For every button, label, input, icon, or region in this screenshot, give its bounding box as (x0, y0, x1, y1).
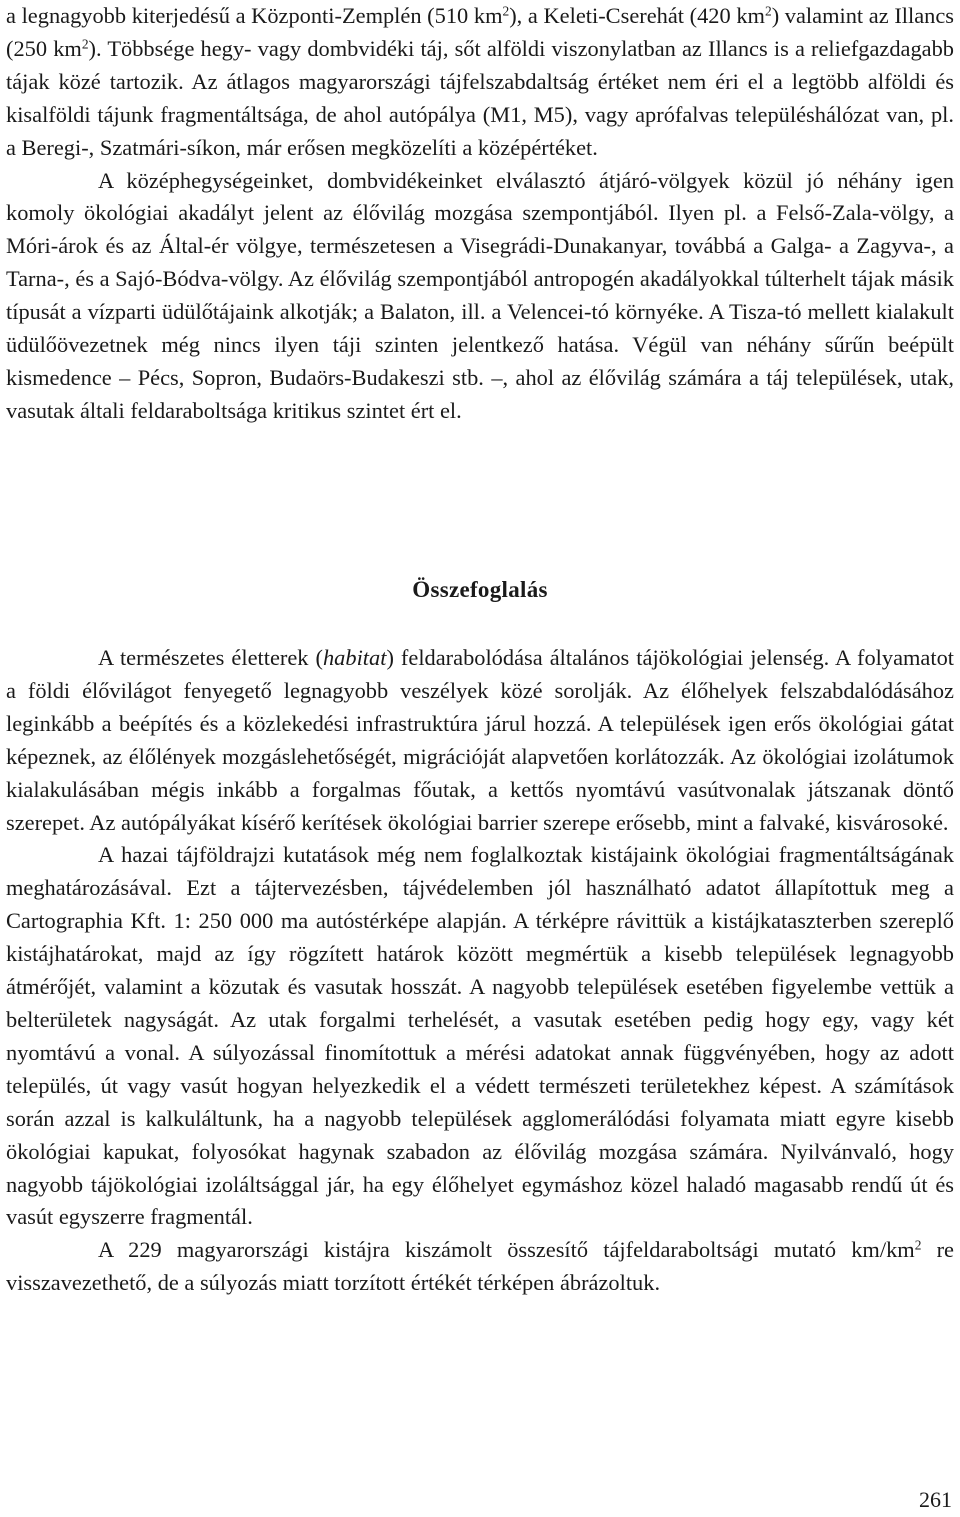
text-run: A természetes életterek ( (98, 645, 323, 670)
intro-text-block (6, 0, 954, 428)
italic-term: habitat (322, 645, 387, 670)
paragraph-continued (6, 0, 954, 165)
page-number: 261 (919, 1487, 952, 1512)
text-run: ) feldarabolódása általános tájökológiai jelenség. A folyamatot a földi élővilágot fenyegető legnagyobb veszélyek közé sorolják. Az élőhelyek felszabdalódásához leginkább a beépítés és a közlekedési infrastruktúra járul hozzá. A települések igen erős ökológiai gátat képeznek, az élőlények mozgáslehetőségét, migrációját alapvetően korlátozzák. Az ökológiai izolátumok kialakulásában mégis inkább a forgalmas főutak, a kettős nyomtávú vasútvonalak játszanak döntő szerepet. Az autópályákat kísérő kerítések ökológiai barrier szerepe erősebb, mint a falvaké, kisvárosoké. (6, 645, 954, 835)
summary-paragraph-2: A hazai tájföldrajzi kutatások még nem foglalkoztak kistájaink ökológiai fragmentáltságának meghatározásával. Ezt a tájtervezésben, tájvédelemben jól használható adatot állapítottuk meg a Cartographia Kft. 1: 250 000 ma autóstérképe alapján. A térképre rávittük a kistájkataszterben szereplő kistájhatárokat, majd az így rögzített határok között megmértük a kisebb települések legnagyobb átmérőjét, valamint a közutak és vasutak hosszát. A nagyobb települések esetében figyelembe vettük a belterületek nagyságát. Az utak forgalmi terhelését, a vasutak esetében pedig hogy egy, vagy két nyomtávú a vonal. A súlyozással finomítottuk a mérési adatokat annak függvényében, hogy az adott település, út vagy vasút hogyan helyezkedik el a védett természeti területekhez képest. A számítások során azzal is kalkuláltunk, ha a nagyobb települések agglomerálódási folyamata miatt egyre kisebb ökológiai kapukat, folyosókat hagynak szabadon az élővilág mozgása számára. Nyilvánvaló, hogy nagyobb tájökológiai izoláltsággal jár, ha egy élőhelyet egymáshoz közel haladó magasabb rendű út és vasút egyszerre fragmentál. (6, 842, 954, 1230)
superscript: 2 (502, 3, 510, 19)
text-run: A 229 magyarországi kistájra kiszámolt összesítő tájfeldaraboltsági mutató km/km (98, 1237, 915, 1263)
summary-section (6, 642, 954, 1300)
summary-paragraph-3 (6, 1234, 954, 1300)
page-body (6, 0, 954, 1296)
text-run: a legnagyobb kiterjedésű a Központi-Zemplén (510 km (6, 3, 503, 28)
text-run: re visszavezethető, de a súlyozás miatt torzított értékét térképen ábrázoltuk. (6, 1237, 954, 1296)
paragraph-valleys: A középhegységeinket, dombvidékeinket elválasztó átjáró-völgyek közül jó néhány igen komoly ökológiai akadályt jelent az élővilág mozgása szempontjából. Ilyen pl. a Felső-Zala-völgy, a Móri-árok és az Által-ér völgye, természetesen a Visegrádi-Dunakanyar, továbbá a Galga- a Zagyva-, a Tarna-, és a Sajó-Bódva-völgy. Az élővilág szempontjából antropogén akadályokkal túlterhelt tájak másik típusát a vízparti üdülőtájaink alkotják; a Balaton, ill. a Velencei-tó környéke. A Tisza-tó mellett kialakult üdülőövezetnek még nincs ilyen táji szinten jelentkező hatása. Végül van néhány sűrűn beépült kismedence – Pécs, Sopron, Budaörs-Budakeszi stb. –, ahol az élővilág számára a táj települések, utak, vasutak általi feldaraboltsága kritikus szintet ért el. (6, 167, 954, 423)
summary-paragraph-1 (6, 642, 954, 839)
superscript: 2 (764, 3, 772, 19)
text-run: ), a Keleti-Cserehát (420 km (509, 3, 765, 28)
text-run: ) valamint az Illancs (250 km (6, 3, 954, 61)
section-heading: Összefoglalás (412, 577, 548, 602)
superscript: 2 (81, 36, 89, 52)
superscript: 2 (914, 1237, 922, 1253)
text-run: ). Többsége hegy- vagy dombvidéki táj, sőt alföldi viszonylatban az Illancs is a reliefgazdagabb tájak közé tartozik. Az átlagos magyarországi tájfelszabdaltság értéket nem éri el a legtöbb alföldi és kisalföldi tájunk fragmentáltsága, de ahol autópálya (M1, M5), vagy aprófalvas településhálózat van, pl. a Beregi-, Szatmári-síkon, már erősen megközelíti a középértéket. (6, 35, 954, 160)
